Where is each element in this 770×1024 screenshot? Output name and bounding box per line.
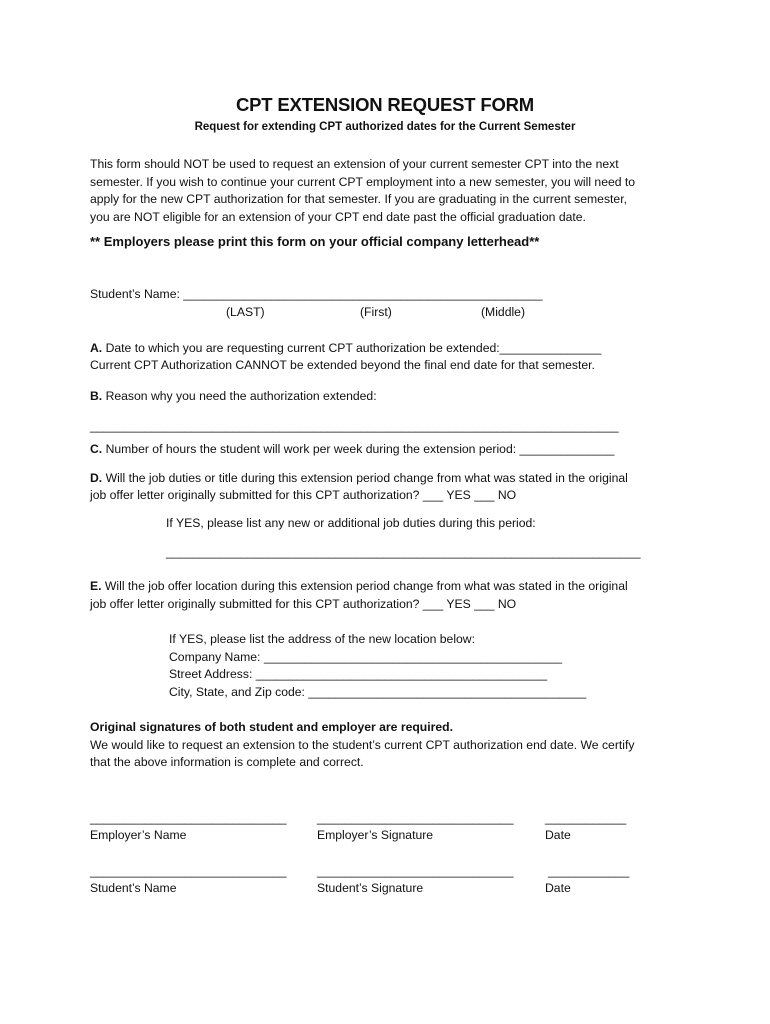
employer-date-line[interactable]: ____________	[545, 811, 627, 825]
section-b-question	[90, 388, 377, 406]
last-caption: (LAST)	[226, 305, 265, 319]
section-a-note: Current CPT Authorization CANNOT be extended beyond the final end date for that semester.	[90, 358, 595, 372]
section-e-question	[90, 578, 628, 596]
section-a-question	[90, 340, 601, 358]
section-d-text: Will the job duties or title during this extension period change from what was stated in the original	[102, 471, 628, 485]
student-date-caption: Date	[545, 881, 571, 895]
intro-line: This form should NOT be used to request an extension of your current semester CPT into the next	[90, 157, 619, 171]
employer-name-line[interactable]: _____________________________	[90, 811, 287, 825]
employer-date-caption: Date	[545, 828, 571, 842]
student-name-label: Student’s Name:	[90, 287, 184, 301]
signatures-heading: Original signatures of both student and employer are required.	[90, 720, 453, 734]
section-e-text: Will the job offer location during this extension period change from what was stated in the original	[101, 579, 628, 593]
section-e-if-yes: If YES, please list the address of the new location below:	[169, 632, 475, 646]
certify-text: We would like to request an extension to the student’s current CPT authorization end date. We certify	[90, 738, 635, 752]
student-name-caption: Student’s Name	[90, 881, 177, 895]
section-d-answer-line[interactable]: ______________________________________________________________________	[166, 545, 641, 559]
form-subtitle: Request for extending CPT authorized dates for the Current Semester	[194, 121, 576, 133]
employer-signature-caption: Employer’s Signature	[317, 828, 434, 842]
city-state-zip-field[interactable]: City, State, and Zip code: _________________________________________	[169, 685, 587, 699]
certify-text: that the above information is complete and correct.	[90, 755, 364, 769]
section-d-question	[90, 470, 628, 488]
section-d-letter: D.	[90, 471, 103, 485]
section-b-answer-line[interactable]: ______________________________________________________________________________	[90, 419, 619, 433]
section-e-letter: E.	[90, 579, 102, 593]
street-address-field[interactable]: Street Address: ___________________________________________	[169, 667, 548, 681]
section-b-text: Reason why you need the authorization extended:	[102, 389, 377, 403]
intro-line: you are NOT eligible for an extension of your CPT end date past the official graduation date.	[90, 209, 586, 224]
student-signature-line[interactable]: _____________________________	[317, 864, 514, 878]
form-title: CPT EXTENSION REQUEST FORM	[235, 94, 535, 115]
intro-paragraph	[90, 156, 680, 226]
section-c-letter: C.	[90, 442, 103, 456]
intro-line: apply for the new CPT authorization for that semester. If you are graduating in the current semester,	[90, 192, 627, 207]
student-name-line[interactable]: _____________________________	[90, 864, 287, 878]
first-caption: (First)	[360, 305, 392, 319]
section-c-text: Number of hours the student will work per week during the extension period: ______________	[102, 442, 615, 456]
company-name-field[interactable]: Company Name: ____________________________________________	[169, 650, 563, 664]
student-name-field[interactable]: _____________________________________________________	[183, 287, 543, 301]
student-name-row	[90, 286, 543, 304]
middle-caption: (Middle)	[481, 305, 526, 319]
section-d-if-yes: If YES, please list any new or additional job duties during this period:	[166, 516, 536, 530]
section-d-yes-no[interactable]: job offer letter originally submitted for this CPT authorization? ___ YES ___ NO	[90, 488, 517, 502]
student-date-line[interactable]: ____________	[548, 864, 630, 878]
employers-note: ** Employers please print this form on your official company letterhead**	[90, 234, 540, 249]
employer-signature-line[interactable]: _____________________________	[317, 811, 514, 825]
employer-name-caption: Employer’s Name	[90, 828, 187, 842]
section-a-text: Date to which you are requesting current CPT authorization be extended:_______________	[102, 341, 602, 355]
section-a-letter: A.	[90, 341, 103, 355]
section-e-yes-no[interactable]: job offer letter originally submitted for this CPT authorization? ___ YES ___ NO	[90, 597, 517, 611]
student-signature-caption: Student’s Signature	[317, 881, 424, 895]
section-b-letter: B.	[90, 389, 103, 403]
intro-line: semester. If you wish to continue your current CPT employment into a new semester, you will need to	[90, 174, 636, 189]
section-c-question	[90, 441, 614, 459]
